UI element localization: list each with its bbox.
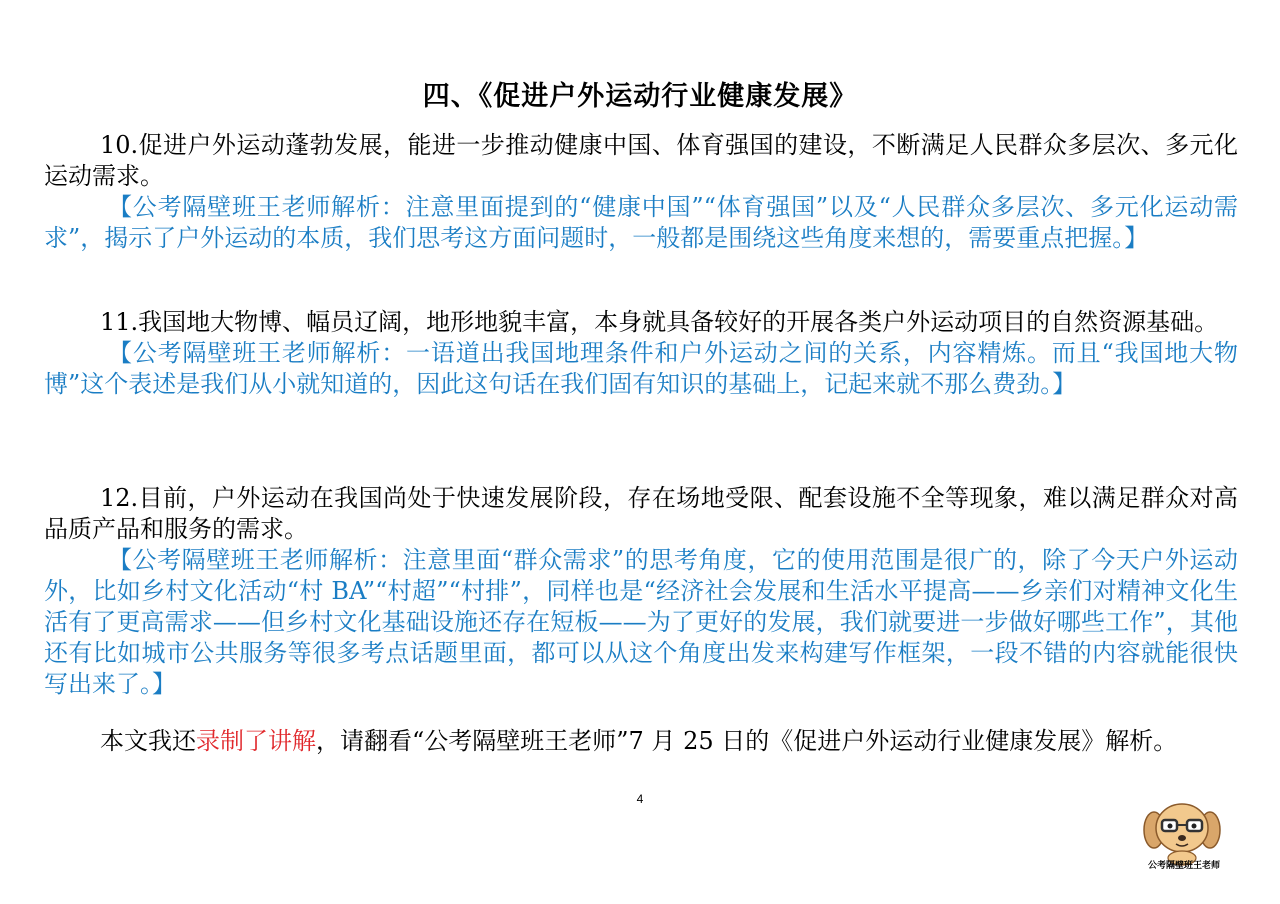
closing-text-start: 本文我还	[100, 727, 196, 755]
closing-highlight: 录制了讲解	[196, 727, 316, 755]
item-analysis: 【公考隔壁班王老师解析：注意里面“群众需求”的思考角度，它的使用范围是很广的，除了今天户外运动外，比如乡村文化活动“村 BA”“村超”“村排”，同样也是“经济社会发展和生活水平提高——乡亲们对精神文化生活有了更高需求——但乡村文化基础设施还存在短板——为了更好的发展，我们就要进一步做好哪些工作”，其他还有比如城市公共服务等很多考点话题里面，都可以从这个角度出发来构建写作框架，一段不错的内容就能很快写出来了。】	[44, 546, 1238, 698]
item-text: 12.目前，户外运动在我国尚处于快速发展阶段，存在场地受限、配套设施不全等现象，难以满足群众对高品质产品和服务的需求。	[44, 484, 1238, 543]
item-text: 10.促进户外运动蓬勃发展，能进一步推动健康中国、体育强国的建设，不断满足人民群众多层次、多元化运动需求。	[44, 131, 1238, 190]
item-text: 11.我国地大物博、幅员辽阔，地形地貌丰富，本身就具备较好的开展各类户外运动项目的自然资源基础。	[100, 308, 1219, 336]
item-11	[44, 307, 1238, 400]
page-number: 4	[636, 792, 644, 806]
section-title: 四、《促进户外运动行业健康发展》	[422, 81, 858, 112]
logo-caption: 公考隔壁班王老师	[1147, 860, 1220, 870]
closing-paragraph	[44, 726, 1238, 757]
item-12	[44, 483, 1238, 700]
item-10	[44, 130, 1238, 254]
item-analysis: 【公考隔壁班王老师解析：一语道出我国地理条件和户外运动之间的关系，内容精炼。而且“我国地大物博”这个表述是我们从小就知道的，因此这句话在我们固有知识的基础上，记起来就不那么费劲。】	[44, 339, 1238, 398]
item-analysis: 【公考隔壁班王老师解析：注意里面提到的“健康中国”“体育强国”以及“人民群众多层次、多元化运动需求”，揭示了户外运动的本质，我们思考这方面问题时，一般都是围绕这些角度来想的，需要重点把握。】	[44, 193, 1238, 252]
closing-text-end: ，请翻看“公考隔壁班王老师”7 月 25 日的《促进户外运动行业健康发展》解析。	[316, 727, 1178, 755]
